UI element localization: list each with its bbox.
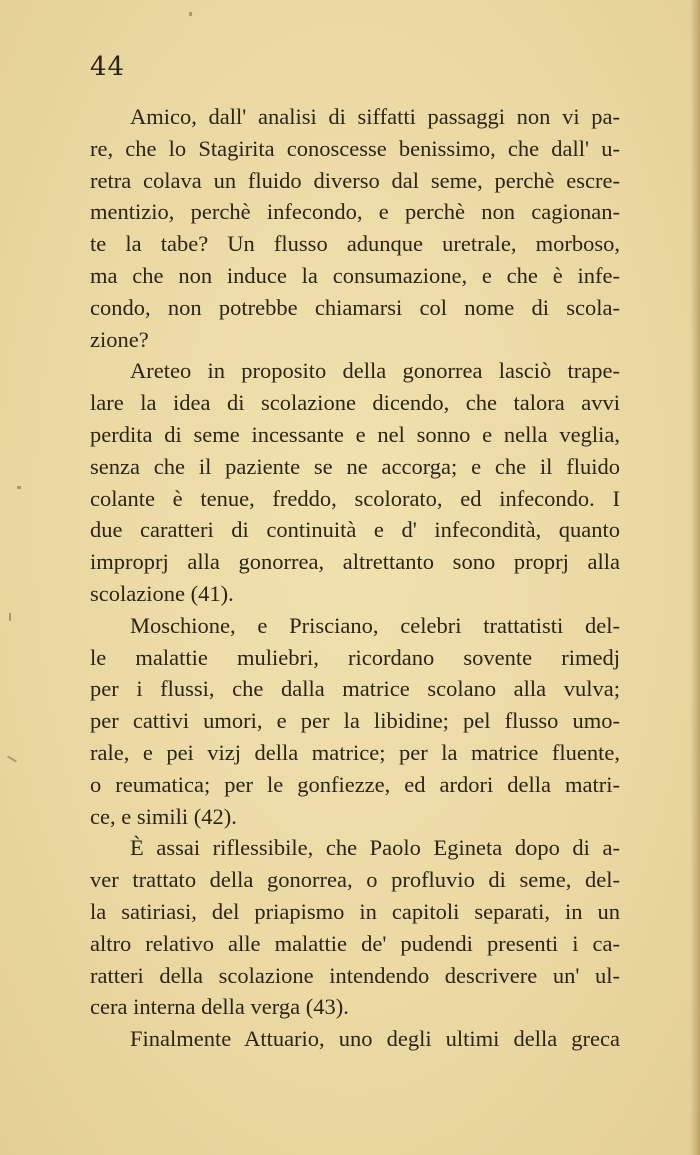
- text-line: Moschione, e Prisciano, celebri trattatisti del-: [130, 612, 620, 638]
- text-line: Areteo in proposito della gonorrea lasciò trape-: [130, 358, 620, 384]
- text-line: Amico, dall' analisi di siffatti passaggi non vi pa-: [130, 104, 620, 129]
- page-edge-shadow: [690, 0, 700, 1155]
- text-line: o reumatica; per le gonfiezze, ed ardori della matri-: [90, 771, 620, 797]
- margin-speck: [7, 756, 17, 763]
- text-line: le malattie muliebri, ricordano sovente rimedj: [90, 644, 620, 670]
- text-line: cera interna della verga (43).: [90, 994, 349, 1020]
- text-line: zione?: [90, 326, 149, 352]
- margin-speck: [189, 12, 192, 16]
- text-line: È assai riflessibile, che Paolo Egineta dopo di a-: [130, 835, 620, 861]
- text-line: ce, e simili (42).: [90, 803, 237, 829]
- body-text: [90, 101, 620, 1055]
- text-line: ratteri della scolazione intendendo descrivere un' ul-: [90, 962, 620, 988]
- text-line: re, che lo Stagirita conoscesse benissimo, che dall' u-: [90, 135, 620, 161]
- text-line: improprj alla gonorrea, altrettanto sono proprj alla: [90, 549, 620, 575]
- text-line: mentizio, perchè infecondo, e perchè non cagionan-: [90, 199, 620, 225]
- margin-speck: [9, 613, 11, 621]
- text-line: retra colava un fluido diverso dal seme, perchè escre-: [90, 167, 620, 193]
- text-line: te la tabe? Un flusso adunque uretrale, morboso,: [90, 231, 620, 257]
- text-line: la satiriasi, del priapismo in capitoli separati, in un: [90, 898, 620, 924]
- text-line: per i flussi, che dalla matrice scolano alla vulva;: [90, 676, 620, 702]
- text-line: lare la idea di scolazione dicendo, che talora avvi: [90, 390, 620, 416]
- text-line: colante è tenue, freddo, scolorato, ed infecondo. I: [90, 485, 620, 511]
- text-line: condo, non potrebbe chiamarsi col nome di scola-: [90, 294, 620, 320]
- text-line: due caratteri di continuità e d' infecondità, quanto: [90, 517, 620, 543]
- text-line: per cattivi umori, e per la libidine; pel flusso umo-: [90, 708, 620, 734]
- text-line: scolazione (41).: [90, 580, 234, 606]
- page-number: 44: [90, 52, 126, 82]
- text-line: rale, e pei vizj della matrice; per la matrice fluente,: [90, 739, 620, 765]
- margin-speck: [17, 486, 21, 489]
- text-line: altro relativo alle malattie de' pudendi presenti i ca-: [90, 930, 620, 956]
- text-line: senza che il paziente se ne accorga; e che il fluido: [90, 453, 620, 479]
- text-line: perdita di seme incessante e nel sonno e nella veglia,: [90, 421, 620, 447]
- text-line: ma che non induce la consumazione, e che è infe-: [90, 262, 620, 288]
- text-line: ver trattato della gonorrea, o profluvio di seme, del-: [90, 867, 620, 893]
- text-line: Finalmente Attuario, uno degli ultimi della greca: [130, 1026, 620, 1052]
